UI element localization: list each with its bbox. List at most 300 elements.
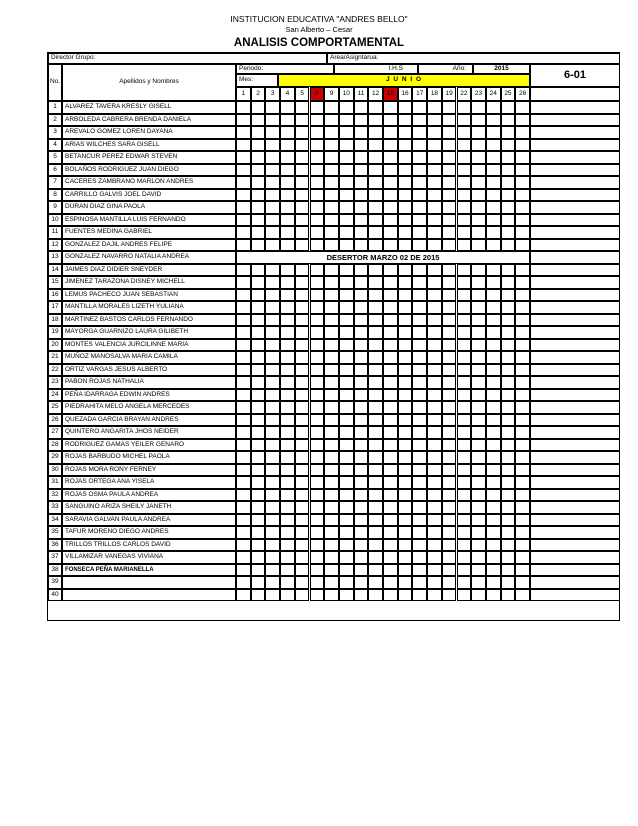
attendance-cell[interactable] xyxy=(354,426,369,439)
attendance-cell[interactable] xyxy=(251,389,266,402)
attendance-cell[interactable] xyxy=(383,451,398,464)
attendance-cell[interactable] xyxy=(310,589,325,602)
attendance-cell[interactable] xyxy=(486,201,501,214)
attendance-cell[interactable] xyxy=(383,151,398,164)
attendance-cell[interactable] xyxy=(427,226,442,239)
attendance-cell[interactable] xyxy=(295,289,310,302)
attendance-cell[interactable] xyxy=(486,326,501,339)
attendance-cell[interactable] xyxy=(368,289,383,302)
attendance-cell[interactable] xyxy=(295,276,310,289)
attendance-cell[interactable] xyxy=(442,264,457,277)
attendance-cell[interactable] xyxy=(383,301,398,314)
attendance-cell[interactable] xyxy=(324,289,339,302)
attendance-cell[interactable] xyxy=(354,376,369,389)
attendance-cell[interactable] xyxy=(383,201,398,214)
attendance-cell[interactable] xyxy=(236,564,251,577)
attendance-cell[interactable] xyxy=(471,464,486,477)
attendance-cell[interactable] xyxy=(339,176,354,189)
attendance-cell[interactable] xyxy=(324,226,339,239)
attendance-cell[interactable] xyxy=(251,589,266,602)
attendance-cell[interactable] xyxy=(486,151,501,164)
attendance-cell[interactable] xyxy=(324,339,339,352)
attendance-cell[interactable] xyxy=(501,564,516,577)
attendance-cell[interactable] xyxy=(251,126,266,139)
attendance-cell[interactable] xyxy=(265,364,280,377)
attendance-cell[interactable] xyxy=(457,426,472,439)
attendance-cell[interactable] xyxy=(515,401,530,414)
attendance-cell[interactable] xyxy=(310,339,325,352)
attendance-cell[interactable] xyxy=(265,339,280,352)
attendance-cell[interactable] xyxy=(486,589,501,602)
attendance-cell[interactable] xyxy=(339,239,354,252)
attendance-cell[interactable] xyxy=(412,589,427,602)
attendance-cell[interactable] xyxy=(295,351,310,364)
attendance-cell[interactable] xyxy=(515,476,530,489)
attendance-cell[interactable] xyxy=(236,289,251,302)
attendance-cell[interactable] xyxy=(265,214,280,227)
attendance-cell[interactable] xyxy=(251,301,266,314)
attendance-cell[interactable] xyxy=(324,464,339,477)
attendance-cell[interactable] xyxy=(398,139,413,152)
attendance-cell[interactable] xyxy=(471,451,486,464)
attendance-cell[interactable] xyxy=(442,314,457,327)
attendance-cell[interactable] xyxy=(354,464,369,477)
attendance-cell[interactable] xyxy=(339,426,354,439)
attendance-cell[interactable] xyxy=(501,589,516,602)
attendance-cell[interactable] xyxy=(515,114,530,127)
attendance-cell[interactable] xyxy=(471,364,486,377)
attendance-cell[interactable] xyxy=(236,176,251,189)
attendance-cell[interactable] xyxy=(339,326,354,339)
attendance-cell[interactable] xyxy=(265,101,280,114)
attendance-cell[interactable] xyxy=(339,401,354,414)
attendance-cell[interactable] xyxy=(427,189,442,202)
attendance-cell[interactable] xyxy=(427,201,442,214)
attendance-cell[interactable] xyxy=(354,239,369,252)
attendance-cell[interactable] xyxy=(265,476,280,489)
attendance-cell[interactable] xyxy=(354,414,369,427)
attendance-cell[interactable] xyxy=(236,226,251,239)
attendance-cell[interactable] xyxy=(236,476,251,489)
attendance-cell[interactable] xyxy=(265,576,280,589)
attendance-cell[interactable] xyxy=(383,389,398,402)
attendance-cell[interactable] xyxy=(295,264,310,277)
attendance-cell[interactable] xyxy=(368,364,383,377)
attendance-cell[interactable] xyxy=(486,426,501,439)
attendance-cell[interactable] xyxy=(398,264,413,277)
attendance-cell[interactable] xyxy=(354,139,369,152)
attendance-cell[interactable] xyxy=(368,376,383,389)
attendance-cell[interactable] xyxy=(442,289,457,302)
attendance-cell[interactable] xyxy=(354,301,369,314)
attendance-cell[interactable] xyxy=(280,326,295,339)
attendance-cell[interactable] xyxy=(295,426,310,439)
attendance-cell[interactable] xyxy=(280,164,295,177)
attendance-cell[interactable] xyxy=(280,564,295,577)
attendance-cell[interactable] xyxy=(265,276,280,289)
attendance-cell[interactable] xyxy=(280,526,295,539)
attendance-cell[interactable] xyxy=(368,226,383,239)
attendance-cell[interactable] xyxy=(501,451,516,464)
attendance-cell[interactable] xyxy=(442,214,457,227)
attendance-cell[interactable] xyxy=(442,464,457,477)
attendance-cell[interactable] xyxy=(515,326,530,339)
attendance-cell[interactable] xyxy=(427,239,442,252)
attendance-cell[interactable] xyxy=(280,376,295,389)
attendance-cell[interactable] xyxy=(251,476,266,489)
attendance-cell[interactable] xyxy=(265,376,280,389)
attendance-cell[interactable] xyxy=(398,226,413,239)
attendance-cell[interactable] xyxy=(265,539,280,552)
attendance-cell[interactable] xyxy=(501,426,516,439)
attendance-cell[interactable] xyxy=(515,264,530,277)
attendance-cell[interactable] xyxy=(515,139,530,152)
attendance-cell[interactable] xyxy=(236,339,251,352)
attendance-cell[interactable] xyxy=(354,114,369,127)
attendance-cell[interactable] xyxy=(457,126,472,139)
attendance-cell[interactable] xyxy=(324,164,339,177)
attendance-cell[interactable] xyxy=(265,314,280,327)
attendance-cell[interactable] xyxy=(339,201,354,214)
attendance-cell[interactable] xyxy=(471,339,486,352)
attendance-cell[interactable] xyxy=(412,476,427,489)
attendance-cell[interactable] xyxy=(486,364,501,377)
attendance-cell[interactable] xyxy=(515,276,530,289)
attendance-cell[interactable] xyxy=(501,401,516,414)
attendance-cell[interactable] xyxy=(442,489,457,502)
attendance-cell[interactable] xyxy=(354,401,369,414)
attendance-cell[interactable] xyxy=(427,514,442,527)
attendance-cell[interactable] xyxy=(324,501,339,514)
attendance-cell[interactable] xyxy=(383,226,398,239)
attendance-cell[interactable] xyxy=(295,526,310,539)
attendance-cell[interactable] xyxy=(486,126,501,139)
attendance-cell[interactable] xyxy=(398,326,413,339)
attendance-cell[interactable] xyxy=(398,164,413,177)
attendance-cell[interactable] xyxy=(515,126,530,139)
attendance-cell[interactable] xyxy=(368,326,383,339)
attendance-cell[interactable] xyxy=(457,339,472,352)
attendance-cell[interactable] xyxy=(427,464,442,477)
attendance-cell[interactable] xyxy=(471,326,486,339)
attendance-cell[interactable] xyxy=(515,539,530,552)
attendance-cell[interactable] xyxy=(339,264,354,277)
attendance-cell[interactable] xyxy=(515,314,530,327)
attendance-cell[interactable] xyxy=(236,401,251,414)
attendance-cell[interactable] xyxy=(310,164,325,177)
attendance-cell[interactable] xyxy=(339,151,354,164)
attendance-cell[interactable] xyxy=(368,314,383,327)
attendance-cell[interactable] xyxy=(383,414,398,427)
attendance-cell[interactable] xyxy=(412,339,427,352)
attendance-cell[interactable] xyxy=(457,139,472,152)
attendance-cell[interactable] xyxy=(515,364,530,377)
attendance-cell[interactable] xyxy=(339,376,354,389)
attendance-cell[interactable] xyxy=(398,576,413,589)
attendance-cell[interactable] xyxy=(383,501,398,514)
attendance-cell[interactable] xyxy=(324,314,339,327)
attendance-cell[interactable] xyxy=(310,264,325,277)
attendance-cell[interactable] xyxy=(265,414,280,427)
attendance-cell[interactable] xyxy=(471,176,486,189)
attendance-cell[interactable] xyxy=(251,426,266,439)
attendance-cell[interactable] xyxy=(324,376,339,389)
attendance-cell[interactable] xyxy=(457,364,472,377)
attendance-cell[interactable] xyxy=(236,276,251,289)
attendance-cell[interactable] xyxy=(457,526,472,539)
attendance-cell[interactable] xyxy=(398,564,413,577)
attendance-cell[interactable] xyxy=(486,439,501,452)
attendance-cell[interactable] xyxy=(471,289,486,302)
attendance-cell[interactable] xyxy=(501,114,516,127)
attendance-cell[interactable] xyxy=(310,389,325,402)
attendance-cell[interactable] xyxy=(295,501,310,514)
attendance-cell[interactable] xyxy=(501,526,516,539)
attendance-cell[interactable] xyxy=(442,276,457,289)
attendance-cell[interactable] xyxy=(280,589,295,602)
attendance-cell[interactable] xyxy=(471,226,486,239)
attendance-cell[interactable] xyxy=(383,551,398,564)
attendance-cell[interactable] xyxy=(398,501,413,514)
attendance-cell[interactable] xyxy=(339,214,354,227)
attendance-cell[interactable] xyxy=(457,376,472,389)
attendance-cell[interactable] xyxy=(412,189,427,202)
attendance-cell[interactable] xyxy=(442,526,457,539)
attendance-cell[interactable] xyxy=(457,176,472,189)
attendance-cell[interactable] xyxy=(310,239,325,252)
attendance-cell[interactable] xyxy=(457,514,472,527)
attendance-cell[interactable] xyxy=(383,364,398,377)
attendance-cell[interactable] xyxy=(236,151,251,164)
attendance-cell[interactable] xyxy=(280,426,295,439)
attendance-cell[interactable] xyxy=(486,489,501,502)
attendance-cell[interactable] xyxy=(383,239,398,252)
attendance-cell[interactable] xyxy=(471,489,486,502)
attendance-cell[interactable] xyxy=(295,201,310,214)
attendance-cell[interactable] xyxy=(339,551,354,564)
attendance-cell[interactable] xyxy=(310,501,325,514)
attendance-cell[interactable] xyxy=(310,176,325,189)
attendance-cell[interactable] xyxy=(412,276,427,289)
attendance-cell[interactable] xyxy=(251,289,266,302)
attendance-cell[interactable] xyxy=(427,164,442,177)
attendance-cell[interactable] xyxy=(265,239,280,252)
attendance-cell[interactable] xyxy=(515,451,530,464)
attendance-cell[interactable] xyxy=(515,164,530,177)
attendance-cell[interactable] xyxy=(310,289,325,302)
attendance-cell[interactable] xyxy=(471,401,486,414)
attendance-cell[interactable] xyxy=(501,489,516,502)
attendance-cell[interactable] xyxy=(471,526,486,539)
attendance-cell[interactable] xyxy=(280,451,295,464)
attendance-cell[interactable] xyxy=(295,151,310,164)
attendance-cell[interactable] xyxy=(280,339,295,352)
attendance-cell[interactable] xyxy=(324,451,339,464)
attendance-cell[interactable] xyxy=(398,526,413,539)
attendance-cell[interactable] xyxy=(412,576,427,589)
attendance-cell[interactable] xyxy=(412,201,427,214)
attendance-cell[interactable] xyxy=(471,564,486,577)
attendance-cell[interactable] xyxy=(515,151,530,164)
attendance-cell[interactable] xyxy=(295,364,310,377)
attendance-cell[interactable] xyxy=(442,176,457,189)
attendance-cell[interactable] xyxy=(442,151,457,164)
attendance-cell[interactable] xyxy=(280,139,295,152)
attendance-cell[interactable] xyxy=(501,101,516,114)
attendance-cell[interactable] xyxy=(442,539,457,552)
attendance-cell[interactable] xyxy=(457,214,472,227)
attendance-cell[interactable] xyxy=(339,139,354,152)
attendance-cell[interactable] xyxy=(486,226,501,239)
attendance-cell[interactable] xyxy=(310,489,325,502)
attendance-cell[interactable] xyxy=(324,114,339,127)
attendance-cell[interactable] xyxy=(368,414,383,427)
attendance-cell[interactable] xyxy=(501,301,516,314)
attendance-cell[interactable] xyxy=(339,351,354,364)
attendance-cell[interactable] xyxy=(442,139,457,152)
attendance-cell[interactable] xyxy=(368,401,383,414)
attendance-cell[interactable] xyxy=(515,351,530,364)
attendance-cell[interactable] xyxy=(515,439,530,452)
attendance-cell[interactable] xyxy=(236,539,251,552)
attendance-cell[interactable] xyxy=(265,189,280,202)
attendance-cell[interactable] xyxy=(339,364,354,377)
attendance-cell[interactable] xyxy=(354,451,369,464)
attendance-cell[interactable] xyxy=(310,539,325,552)
attendance-cell[interactable] xyxy=(236,214,251,227)
attendance-cell[interactable] xyxy=(310,514,325,527)
attendance-cell[interactable] xyxy=(236,426,251,439)
attendance-cell[interactable] xyxy=(251,239,266,252)
attendance-cell[interactable] xyxy=(354,214,369,227)
attendance-cell[interactable] xyxy=(486,539,501,552)
attendance-cell[interactable] xyxy=(412,301,427,314)
attendance-cell[interactable] xyxy=(427,451,442,464)
attendance-cell[interactable] xyxy=(501,389,516,402)
attendance-cell[interactable] xyxy=(486,264,501,277)
attendance-cell[interactable] xyxy=(486,401,501,414)
attendance-cell[interactable] xyxy=(236,326,251,339)
attendance-cell[interactable] xyxy=(486,139,501,152)
attendance-cell[interactable] xyxy=(236,576,251,589)
attendance-cell[interactable] xyxy=(324,326,339,339)
attendance-cell[interactable] xyxy=(412,164,427,177)
attendance-cell[interactable] xyxy=(339,526,354,539)
attendance-cell[interactable] xyxy=(501,151,516,164)
attendance-cell[interactable] xyxy=(368,114,383,127)
attendance-cell[interactable] xyxy=(383,351,398,364)
attendance-cell[interactable] xyxy=(295,239,310,252)
attendance-cell[interactable] xyxy=(324,351,339,364)
attendance-cell[interactable] xyxy=(368,501,383,514)
attendance-cell[interactable] xyxy=(471,189,486,202)
attendance-cell[interactable] xyxy=(354,514,369,527)
attendance-cell[interactable] xyxy=(457,576,472,589)
attendance-cell[interactable] xyxy=(368,101,383,114)
attendance-cell[interactable] xyxy=(501,339,516,352)
attendance-cell[interactable] xyxy=(280,489,295,502)
attendance-cell[interactable] xyxy=(280,514,295,527)
attendance-cell[interactable] xyxy=(368,201,383,214)
attendance-cell[interactable] xyxy=(251,514,266,527)
attendance-cell[interactable] xyxy=(383,576,398,589)
attendance-cell[interactable] xyxy=(354,326,369,339)
attendance-cell[interactable] xyxy=(515,289,530,302)
attendance-cell[interactable] xyxy=(354,189,369,202)
attendance-cell[interactable] xyxy=(354,314,369,327)
attendance-cell[interactable] xyxy=(501,176,516,189)
attendance-cell[interactable] xyxy=(515,526,530,539)
attendance-cell[interactable] xyxy=(412,414,427,427)
attendance-cell[interactable] xyxy=(265,176,280,189)
attendance-cell[interactable] xyxy=(471,126,486,139)
attendance-cell[interactable] xyxy=(412,226,427,239)
attendance-cell[interactable] xyxy=(310,564,325,577)
attendance-cell[interactable] xyxy=(310,351,325,364)
attendance-cell[interactable] xyxy=(457,464,472,477)
attendance-cell[interactable] xyxy=(310,551,325,564)
attendance-cell[interactable] xyxy=(383,376,398,389)
attendance-cell[interactable] xyxy=(295,226,310,239)
attendance-cell[interactable] xyxy=(427,439,442,452)
attendance-cell[interactable] xyxy=(501,314,516,327)
attendance-cell[interactable] xyxy=(265,264,280,277)
attendance-cell[interactable] xyxy=(368,514,383,527)
attendance-cell[interactable] xyxy=(442,414,457,427)
attendance-cell[interactable] xyxy=(280,364,295,377)
attendance-cell[interactable] xyxy=(354,264,369,277)
attendance-cell[interactable] xyxy=(501,326,516,339)
attendance-cell[interactable] xyxy=(339,414,354,427)
attendance-cell[interactable] xyxy=(383,139,398,152)
attendance-cell[interactable] xyxy=(295,389,310,402)
attendance-cell[interactable] xyxy=(398,239,413,252)
attendance-cell[interactable] xyxy=(486,564,501,577)
attendance-cell[interactable] xyxy=(354,151,369,164)
attendance-cell[interactable] xyxy=(457,451,472,464)
attendance-cell[interactable] xyxy=(471,214,486,227)
attendance-cell[interactable] xyxy=(515,239,530,252)
attendance-cell[interactable] xyxy=(295,401,310,414)
attendance-cell[interactable] xyxy=(295,476,310,489)
attendance-cell[interactable] xyxy=(251,139,266,152)
attendance-cell[interactable] xyxy=(251,326,266,339)
attendance-cell[interactable] xyxy=(412,564,427,577)
attendance-cell[interactable] xyxy=(412,114,427,127)
attendance-cell[interactable] xyxy=(368,351,383,364)
attendance-cell[interactable] xyxy=(265,489,280,502)
attendance-cell[interactable] xyxy=(295,489,310,502)
attendance-cell[interactable] xyxy=(368,539,383,552)
attendance-cell[interactable] xyxy=(383,189,398,202)
attendance-cell[interactable] xyxy=(265,151,280,164)
attendance-cell[interactable] xyxy=(398,339,413,352)
attendance-cell[interactable] xyxy=(515,226,530,239)
attendance-cell[interactable] xyxy=(501,276,516,289)
attendance-cell[interactable] xyxy=(427,414,442,427)
attendance-cell[interactable] xyxy=(251,526,266,539)
attendance-cell[interactable] xyxy=(354,589,369,602)
attendance-cell[interactable] xyxy=(383,426,398,439)
attendance-cell[interactable] xyxy=(265,226,280,239)
attendance-cell[interactable] xyxy=(295,176,310,189)
attendance-cell[interactable] xyxy=(383,164,398,177)
attendance-cell[interactable] xyxy=(471,376,486,389)
attendance-cell[interactable] xyxy=(383,264,398,277)
attendance-cell[interactable] xyxy=(427,539,442,552)
attendance-cell[interactable] xyxy=(280,201,295,214)
attendance-cell[interactable] xyxy=(457,439,472,452)
